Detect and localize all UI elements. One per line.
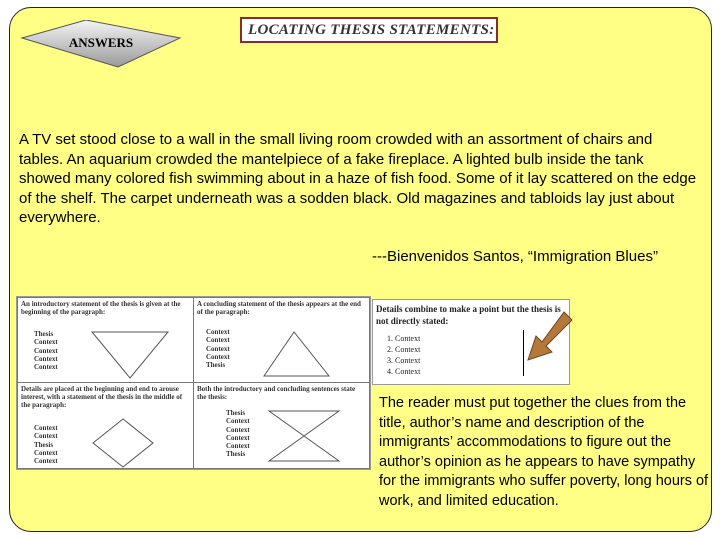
answers-badge[interactable]: [20, 20, 182, 68]
title-box: [240, 17, 498, 43]
list-item: Thesis: [226, 409, 246, 417]
list-item: Thesis: [34, 440, 54, 449]
answers-label: ANSWERS: [68, 35, 134, 50]
diagram-cell-middle: [17, 382, 194, 469]
list-item: Thesis: [206, 361, 226, 370]
list-item: Context: [226, 425, 250, 434]
list-item: Context: [34, 338, 58, 347]
divider-line: [523, 330, 524, 376]
list-item: Context: [226, 433, 250, 442]
diagram-cell-both: [193, 382, 370, 469]
cell-heading: Both the introductory and concluding sentences state the thesis:: [197, 385, 356, 401]
explanation-text: The reader must put together the clues from the title, author’s name and description of the immigrants’ accommodations to figure out the author’s opinion as he appears to have sympathy for the immigrants who suffer poverty, long hours of work, and limited education.: [379, 395, 709, 509]
hourglass-icon: [194, 383, 370, 469]
example-list: [387, 333, 420, 377]
list-item: Context: [34, 354, 58, 363]
cell-heading: Details are placed at the beginning and end to arouse interest, with a statement of the thesis in the middle of the paragraph:: [21, 385, 183, 409]
list-item: Context: [34, 363, 58, 372]
list-item: Thesis: [226, 450, 246, 459]
page-title: LOCATING THESIS STATEMENTS:: [248, 22, 495, 38]
list-item: 1. Context: [387, 334, 421, 343]
list-item: Thesis: [34, 330, 54, 338]
arrow-down-left-icon: [526, 310, 574, 362]
list-item: 4. Context: [387, 367, 421, 376]
list-item: 2. Context: [387, 345, 421, 354]
diagram-cell-intro: [17, 297, 194, 383]
thesis-placement-diagram: [16, 296, 371, 470]
cell-heading: A concluding statement of the thesis appears at the end of the paragraph:: [197, 300, 361, 316]
list-item: Context: [206, 328, 230, 336]
list-item: Context: [206, 336, 230, 345]
diamond-icon: [18, 383, 194, 469]
passage-text: A TV set stood close to a wall in the small living room crowded with an assortment of chairs and tables. An aquarium crowded the mantelpiece of a fake fireplace. A lighted bulb inside the tank showed many colored fish swimming about in a haze of fish food. Some of it lay scattered on the edge of the shelf. The carpet underneath was a sodden black. Old magazines and tabloids lay just about everywhere.: [19, 131, 697, 226]
list-item: Context: [226, 442, 250, 451]
list-item: Context: [34, 346, 58, 355]
inverted-triangle-icon: [18, 298, 194, 383]
diagram-cell-concluding: [193, 297, 370, 383]
cell-heading: An introductory statement of the thesis is given at the beginning of the paragraph:: [21, 300, 181, 316]
list-item: Context: [206, 352, 230, 361]
example-heading: Details combine to make a point but the thesis is not directly stated:: [376, 304, 561, 326]
list-item: Context: [34, 432, 58, 441]
list-item: 3. Context: [387, 356, 421, 365]
list-item: Context: [34, 424, 58, 432]
triangle-icon: [194, 298, 370, 383]
list-item: Context: [34, 457, 58, 466]
list-item: Context: [206, 344, 230, 353]
attribution: ---Bienvenidos Santos, “Immigration Blues”: [372, 248, 658, 265]
list-item: Context: [226, 417, 250, 426]
list-item: Context: [34, 448, 58, 457]
